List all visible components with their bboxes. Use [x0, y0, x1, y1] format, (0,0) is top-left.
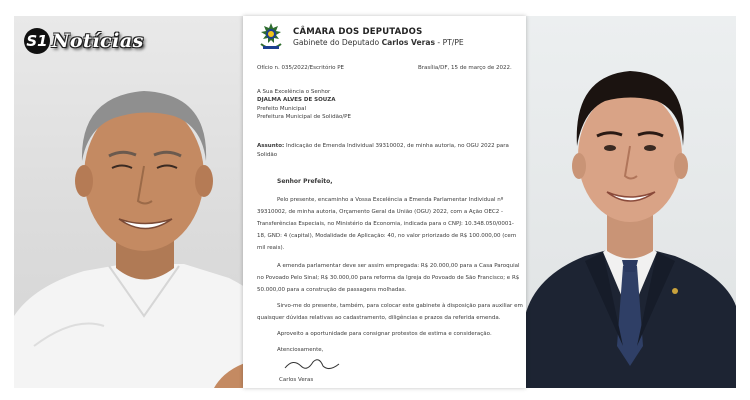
- handwritten-signature: [283, 356, 343, 374]
- chamber-name: CÂMARA DOS DEPUTADOS: [293, 27, 423, 37]
- man-white-shirt-illustration: [14, 16, 276, 388]
- recipient-intro: A Sua Excelência o Senhor: [257, 89, 331, 95]
- letter-date: Brasília/DF, 15 de março de 2022.: [418, 65, 512, 71]
- brand-text: Notícias: [52, 30, 144, 52]
- recipient-title: Prefeito Municipal: [257, 106, 307, 112]
- site-logo: [24, 28, 144, 54]
- brand-mark: S1: [24, 28, 50, 54]
- photo-right-man: [525, 16, 736, 388]
- letter-header: [257, 22, 464, 52]
- brazil-coat-of-arms-icon: [257, 22, 285, 52]
- recipient-org: Prefeitura Municipal de Solidão/PE: [257, 114, 351, 120]
- office-name: Gabinete do Deputado Carlos Veras - PT/PE: [293, 38, 464, 47]
- closing: Atenciosamente,: [277, 347, 324, 353]
- paragraph-4: Aproveito a oportunidade para consignar protestos de estima e consideração.: [277, 331, 492, 337]
- letter-reference: Ofício n. 035/2022/Escritório PE: [257, 65, 345, 71]
- letter-subject: Assunto: Indicação de Emenda Individual 39310002, de minha autoria, no OGU 2022 para: [257, 143, 509, 149]
- man-dark-suit-illustration: [525, 16, 736, 388]
- letter-subject-cont: Solidão: [257, 152, 278, 158]
- salutation: Senhor Prefeito,: [277, 178, 333, 185]
- signer-name: Carlos Veras: [279, 377, 314, 383]
- photo-left-man: [14, 16, 276, 388]
- recipient-name: DJALMA ALVES DE SOUZA: [257, 97, 336, 103]
- official-letter: CÂMARA DOS DEPUTADOS Gabinete do Deputado Carlos Veras - PT/PE Ofício n. 035/2022/Escritório PE Brasília/DF, 15 de março de 2022. A Sua Excelência o Senhor DJALMA ALVES DE SOUZA Prefeito Municipal Prefeitura Municipal de Solidão/PE Assunto: Indicação de Emenda Individual 39310002, de minha autoria, no OGU 2022 para Solidão Senhor Prefeito, Pelo presente, encaminho a Vossa Excelência a Emenda Parlamentar Individual nº 39310002, de minha autoria, Orçamento Geral da União (OGU) 2022, com a Ação OEC2 - Transferências Especiais, no Ministério da Economia, indicada para o CNPJ: 10.348.050/0001- 18, GND: 4 (capital), Modalidade de Aplicação: 40, no valor priorizado de R$ 100.000,00 (cem mil reais). A emenda parlamentar deve ser assim empregada: R$ 20.000,00 para a Casa Paroquial no Povoado Pelo Sinal; R$ 30.000,00 para reforma da Igreja do Povoado de São Francisco; e R$ 50.000,00 para a construção de passagens molhadas. Sirvo-me do presente, também, para colocar este gabinete à disposição para auxiliar em quaisquer dúvidas relativas ao cadastramento, diligências e prazos da referida emenda. Aproveito a oportunidade para consignar protestos de estima e consideração. Atenciosamente, Carlos Veras: [243, 16, 526, 388]
